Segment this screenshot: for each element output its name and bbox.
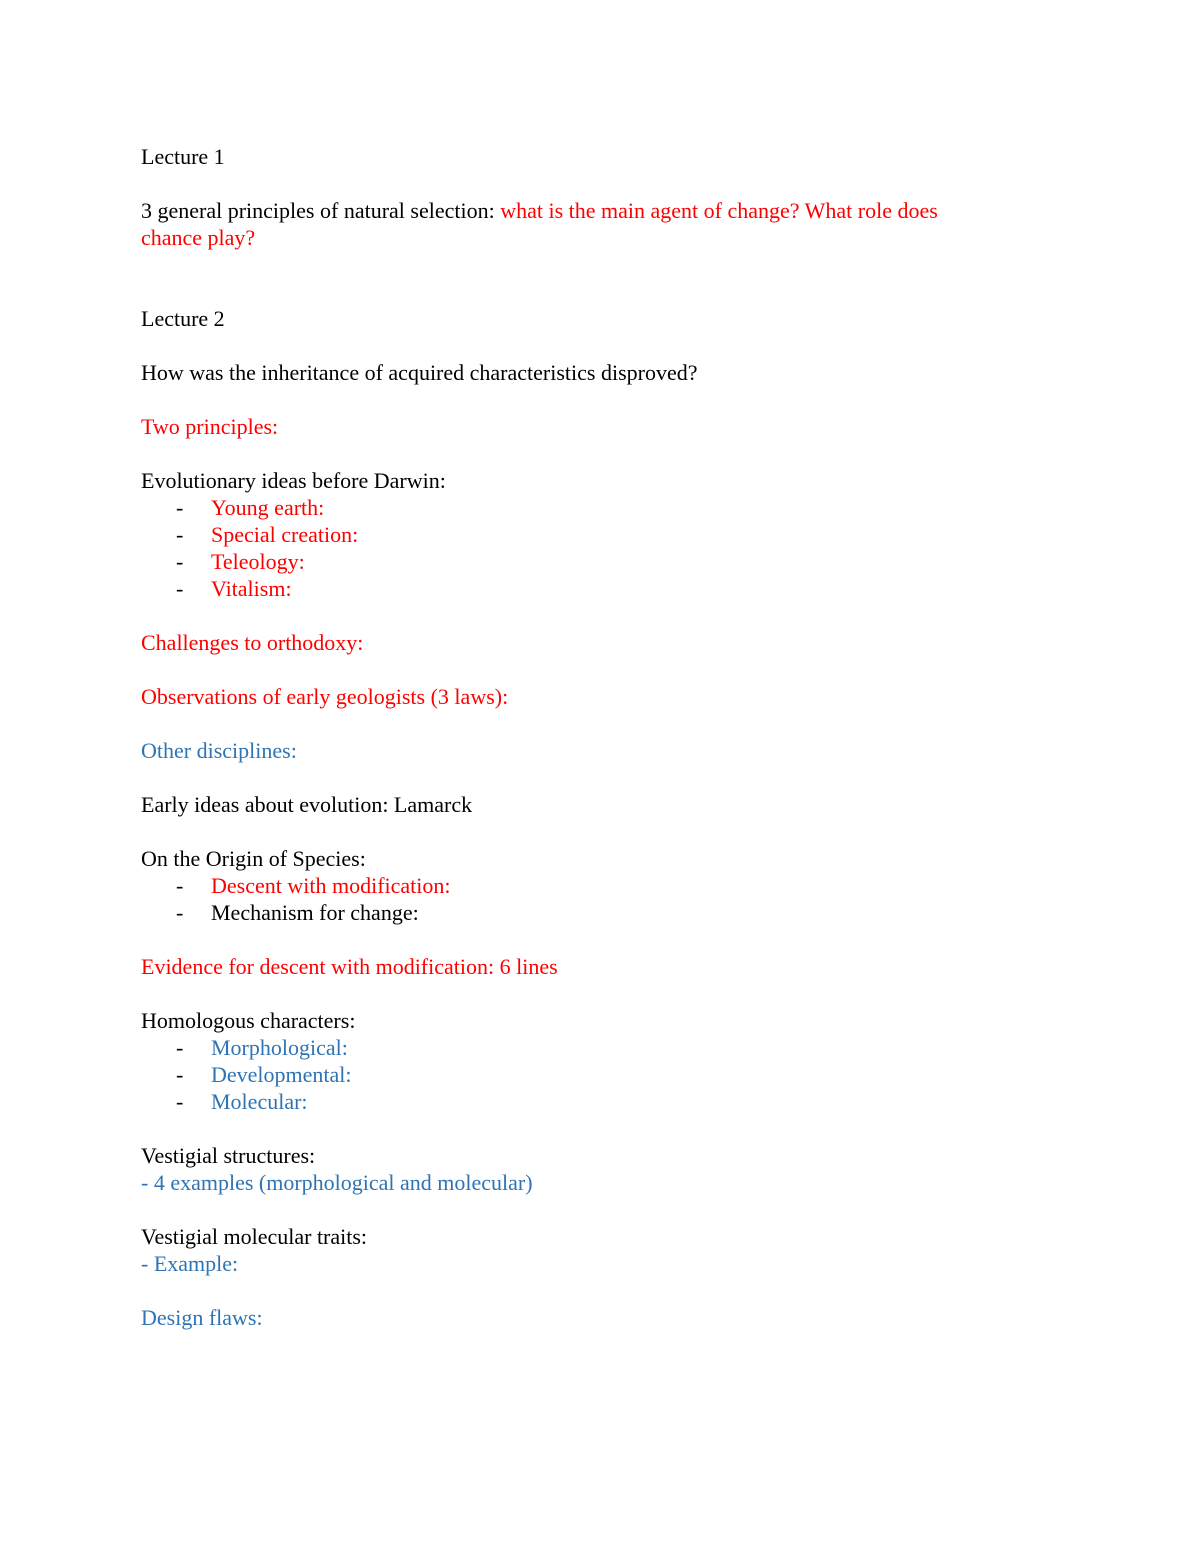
item-young-earth: Young earth: [211, 495, 325, 520]
list-item [141, 899, 1021, 926]
bullet-dash: - [176, 900, 184, 925]
list-item [141, 872, 1021, 899]
principles-line-2: chance play? [141, 225, 256, 250]
two-principles: Two principles: [141, 414, 279, 439]
origin-of-species-title: On the Origin of Species: [141, 846, 366, 871]
bullet-dash: - [176, 1062, 184, 1087]
early-ideas-lamarck: Early ideas about evolution: Lamarck [141, 792, 473, 817]
item-vitalism: Vitalism: [211, 576, 292, 601]
challenges-orthodoxy: Challenges to orthodoxy: [141, 630, 364, 655]
vestigial-molecular-detail: - Example: [141, 1251, 239, 1276]
bullet-dash: - [176, 1089, 184, 1114]
item-developmental: Developmental: [211, 1062, 352, 1087]
bullet-dash: - [176, 1035, 184, 1060]
item-teleology: Teleology: [211, 549, 305, 574]
bullet-dash: - [176, 873, 184, 898]
vestigial-structures-title: Vestigial structures: [141, 1143, 316, 1168]
item-molecular: Molecular: [211, 1089, 308, 1114]
lecture-2-heading: Lecture 2 [141, 306, 225, 331]
list-item [141, 1088, 1021, 1115]
item-descent-modification: Descent with modification: [211, 873, 451, 898]
vestigial-structures-detail: - 4 examples (morphological and molecular) [141, 1170, 533, 1195]
list-item [141, 1034, 1021, 1061]
vestigial-molecular-title: Vestigial molecular traits: [141, 1224, 368, 1249]
item-mechanism-change: Mechanism for change: [211, 900, 419, 925]
homologous-title: Homologous characters: [141, 1008, 356, 1033]
bullet-dash: - [176, 549, 184, 574]
list-item [141, 575, 1021, 602]
item-special-creation: Special creation: [211, 522, 359, 547]
evidence-descent: Evidence for descent with modification: 6 lines [141, 954, 558, 979]
bullet-dash: - [176, 495, 184, 520]
principles-question: what is the main agent of change? What role does [500, 198, 938, 223]
evolutionary-ideas-title: Evolutionary ideas before Darwin: [141, 468, 446, 493]
bullet-dash: - [176, 576, 184, 601]
lecture-1-heading: Lecture 1 [141, 144, 225, 169]
list-item [141, 494, 1021, 521]
design-flaws: Design flaws: [141, 1305, 263, 1330]
list-item [141, 521, 1021, 548]
principles-label: 3 general principles of natural selection: [141, 198, 501, 223]
principles-line-1 [141, 197, 1021, 224]
list-item [141, 1061, 1021, 1088]
bullet-dash: - [176, 522, 184, 547]
inheritance-question: How was the inheritance of acquired characteristics disproved? [141, 360, 698, 385]
document-page [141, 143, 1021, 1331]
early-geologists: Observations of early geologists (3 laws): [141, 684, 509, 709]
list-item [141, 548, 1021, 575]
item-morphological: Morphological: [211, 1035, 348, 1060]
other-disciplines: Other disciplines: [141, 738, 297, 763]
